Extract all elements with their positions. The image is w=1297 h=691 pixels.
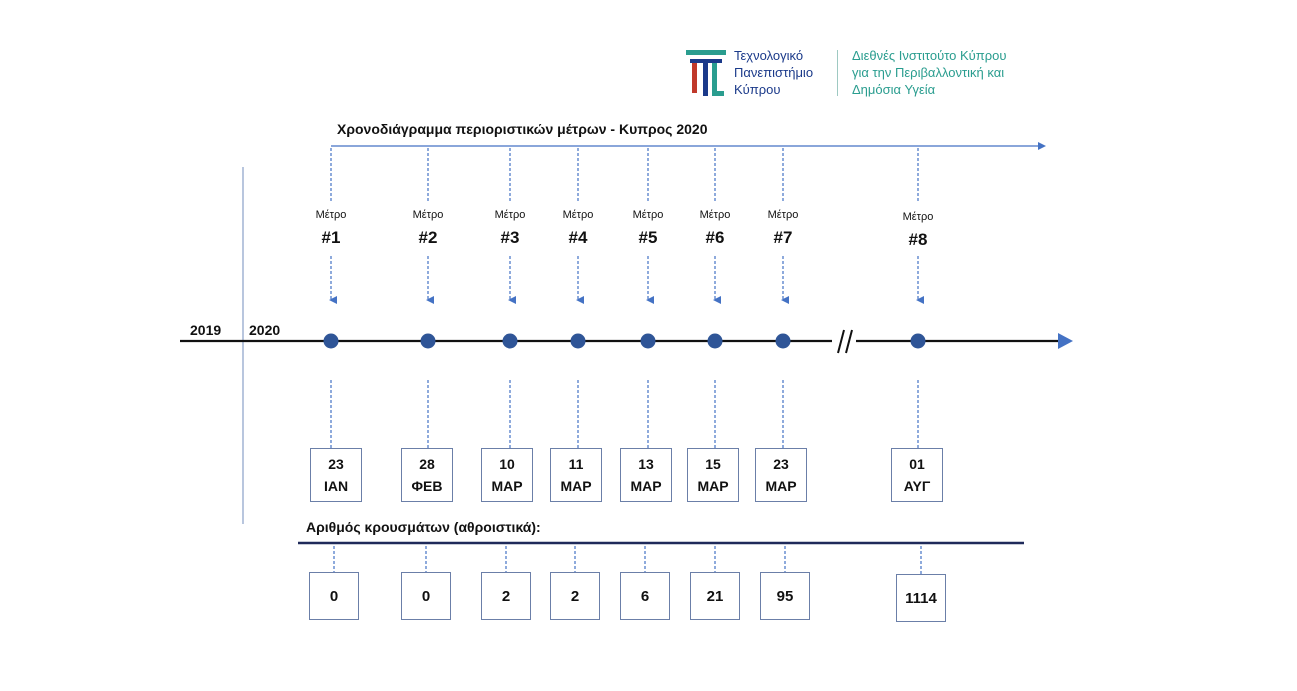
measure-number: #1 [321,228,341,247]
date-day: 15 [705,456,721,472]
date-box [401,448,453,502]
date-month: ΜΑΡ [630,478,662,494]
cases-title: Αριθμός κρουσμάτων (αθροιστικά): [306,519,541,535]
cases-box: 0 [401,572,451,620]
date-box [620,448,672,502]
institute-name-line: Δημόσια Υγεία [852,82,936,97]
date-month: ΜΑΡ [697,478,729,494]
measure-word: Μέτρο [315,209,347,221]
break-mark-slash [846,330,852,353]
institute-name [852,47,1007,98]
measure-number: #4 [568,228,588,247]
measure-label [393,208,463,249]
university-logo-icon [686,50,726,96]
cases-box: 6 [620,572,670,620]
date-day: 10 [499,456,515,472]
measure-label [296,208,366,249]
university-name-line: Κύπρου [734,82,781,97]
measure-label [680,208,750,249]
top-arrowhead-icon [1038,142,1046,150]
timeline-dot [641,334,656,349]
date-box [755,448,807,502]
institute-name-line: για την Περιβαλλοντική και [852,65,1005,80]
university-name [734,47,813,98]
cases-box: 95 [760,572,810,620]
date-box [550,448,602,502]
measure-label [883,210,953,251]
date-box [310,448,362,502]
timeline-arrowhead-icon [1058,333,1073,349]
year-label-2020: 2020 [249,322,281,338]
date-month: ΙΑΝ [323,478,349,494]
measure-label [543,208,613,249]
measure-word: Μέτρο [902,211,934,223]
date-day: 23 [773,456,789,472]
break-mark-slash [838,330,844,353]
diagram-title: Χρονοδιάγραμμα περιοριστικών μέτρων - Κυπρος 2020 [337,121,708,137]
measure-number: #7 [773,228,793,247]
date-box [687,448,739,502]
cases-box: 2 [550,572,600,620]
date-month: ΑΥΓ [903,478,931,494]
university-name-line: Τεχνολογικό [734,48,804,63]
cases-box: 0 [309,572,359,620]
measure-number: #2 [418,228,438,247]
year-label-2019: 2019 [190,322,222,338]
institute-name-line: Διεθνές Ινστιτούτο Κύπρου [852,48,1007,63]
date-day: 28 [419,456,435,472]
timeline-dot [503,334,518,349]
cases-box: 2 [481,572,531,620]
timeline-dot [708,334,723,349]
date-box [891,448,943,502]
date-day: 11 [568,456,584,472]
date-day: 23 [328,456,344,472]
measure-label [475,208,545,249]
timeline-dot [421,334,436,349]
measure-label [748,208,818,249]
date-month: ΜΑΡ [491,478,523,494]
date-month: ΜΑΡ [765,478,797,494]
timeline-dot [571,334,586,349]
measure-number: #8 [908,230,928,249]
date-month: ΦΕΒ [411,478,443,494]
measure-word: Μέτρο [632,209,664,221]
timeline-dot [911,334,926,349]
measure-label [613,208,683,249]
measure-word: Μέτρο [412,209,444,221]
cases-box: 21 [690,572,740,620]
measure-word: Μέτρο [699,209,731,221]
measure-word: Μέτρο [562,209,594,221]
date-month: ΜΑΡ [560,478,592,494]
logo-divider [837,50,838,96]
measure-number: #6 [705,228,725,247]
date-day: 13 [638,456,654,472]
date-box [481,448,533,502]
date-day: 01 [909,456,925,472]
measure-number: #3 [500,228,520,247]
measure-number: #5 [638,228,658,247]
measure-word: Μέτρο [494,209,526,221]
cases-box: 1114 [896,574,946,622]
university-name-line: Πανεπιστήμιο [734,65,814,80]
measure-word: Μέτρο [767,209,799,221]
timeline-dot [776,334,791,349]
timeline-dot [324,334,339,349]
